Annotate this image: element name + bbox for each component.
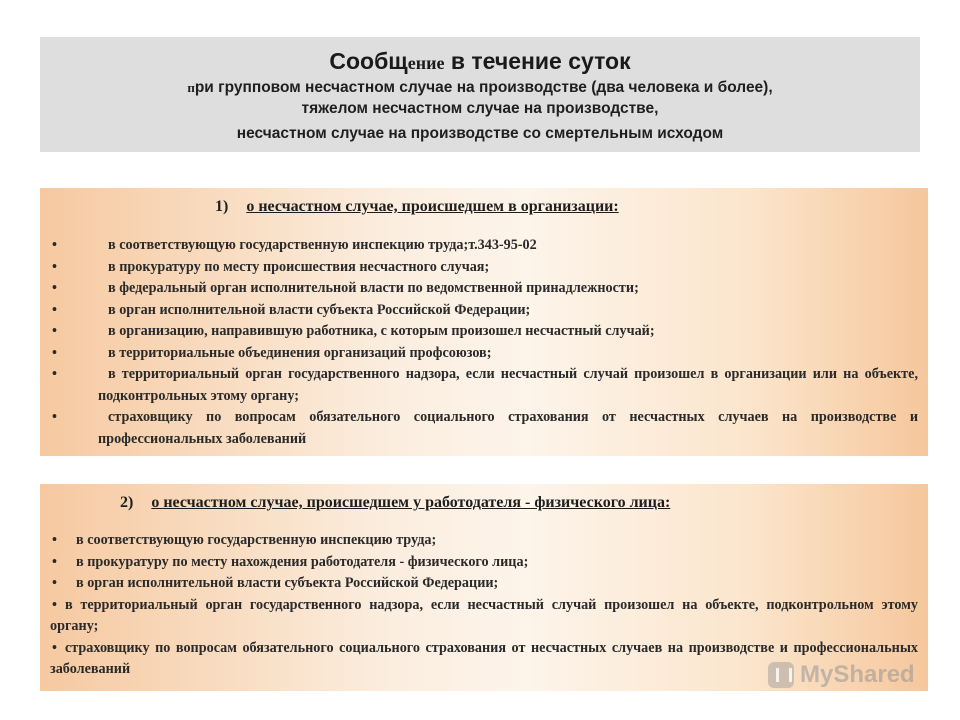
list-item-text: в орган исполнительной власти субъекта Российской Федерации; (76, 575, 499, 591)
header-line-3: несчастном случае на производстве со смертельным исходом (236, 125, 724, 142)
list-item (50, 364, 918, 407)
bullet-icon: • (52, 532, 57, 548)
list-item (50, 530, 918, 552)
bullet-icon: • (52, 258, 57, 275)
section-organization (40, 188, 928, 456)
list-item (50, 343, 918, 365)
bullet-icon: • (52, 237, 57, 253)
list-item-text: в орган исполнительной власти субъекта Российской Федерации; (108, 301, 531, 318)
header-panel (40, 37, 920, 152)
bullet-icon: • (52, 409, 57, 425)
list-item (50, 321, 918, 343)
header-line-1-first: п (187, 80, 195, 95)
list-item-text: в прокуратуру по месту нахождения работодателя - физического лица; (76, 553, 529, 570)
list-item (50, 573, 918, 595)
myshared-logo-icon (768, 662, 794, 688)
bullet-icon: • (52, 596, 57, 613)
section-2-title-text: о несчастном случае, происшедшем у работодателя - физического лица: (151, 494, 671, 511)
list-item-text: в соответствующую государственную инспекцию труда;т.343-95-02 (108, 237, 537, 253)
bullet-icon: • (52, 301, 57, 318)
list-item-text: в прокуратуру по месту происшествия несчастного случая; (108, 258, 490, 275)
list-item-text: в соответствующую государственную инспекцию труда; (76, 532, 437, 548)
list-item (50, 278, 918, 300)
title-part-2: ение (407, 53, 445, 73)
bullet-icon: • (52, 344, 57, 361)
section-1-list (50, 235, 918, 450)
page-title (40, 47, 920, 77)
bullet-icon: • (52, 553, 57, 570)
list-item (50, 407, 918, 450)
bullet-icon: • (52, 280, 57, 296)
section-2-title (120, 493, 670, 513)
list-item-text: в организацию, направившую работника, с которым произошел несчастный случай; (108, 323, 655, 339)
list-item (50, 552, 918, 574)
title-part-1: Сообщ (329, 48, 408, 74)
section-1-title (215, 197, 619, 217)
title-part-3: в течение суток (444, 48, 631, 74)
watermark (768, 655, 928, 695)
list-item-text: в территориальный орган государственного надзора, если несчастный случай произошел на объекте, подконтрольном этому органу; (50, 596, 918, 634)
bullet-icon: • (52, 323, 57, 339)
list-item-text: в территориальный орган государственного надзора, если несчастный случай произошел в организации или на объекте, подконтрольных этому органу; (98, 366, 918, 404)
list-item (50, 235, 918, 257)
bullet-icon: • (52, 639, 57, 656)
list-item-text: в федеральный орган исполнительной власти по ведомственной принадлежности; (108, 280, 639, 296)
header-line-1 (40, 77, 920, 98)
section-1-number: 1) (215, 198, 229, 215)
list-item-text: страховщику по вопросам обязательного социального страхования от несчастных случаев на производстве и профессиональных заболеваний (50, 639, 918, 677)
watermark-text: MyShared (800, 661, 915, 688)
section-2-number: 2) (120, 494, 134, 511)
bullet-icon: • (52, 366, 57, 382)
list-item-text: страховщику по вопросам обязательного социального страхования от несчастных случаев на производстве и профессиональных заболеваний (98, 409, 918, 447)
list-item (50, 257, 918, 279)
list-item-text: в территориальные объединения организаций профсоюзов; (108, 344, 492, 361)
section-1-title-text: о несчастном случае, происшедшем в организации: (246, 198, 619, 215)
header-line-1-rest: ри групповом несчастном случае на производстве (два человека и более), (194, 79, 773, 96)
list-item (50, 300, 918, 322)
list-item (50, 595, 918, 638)
header-line-2: тяжелом несчастном случае на производстве, (301, 100, 659, 117)
bullet-icon: • (52, 575, 57, 591)
